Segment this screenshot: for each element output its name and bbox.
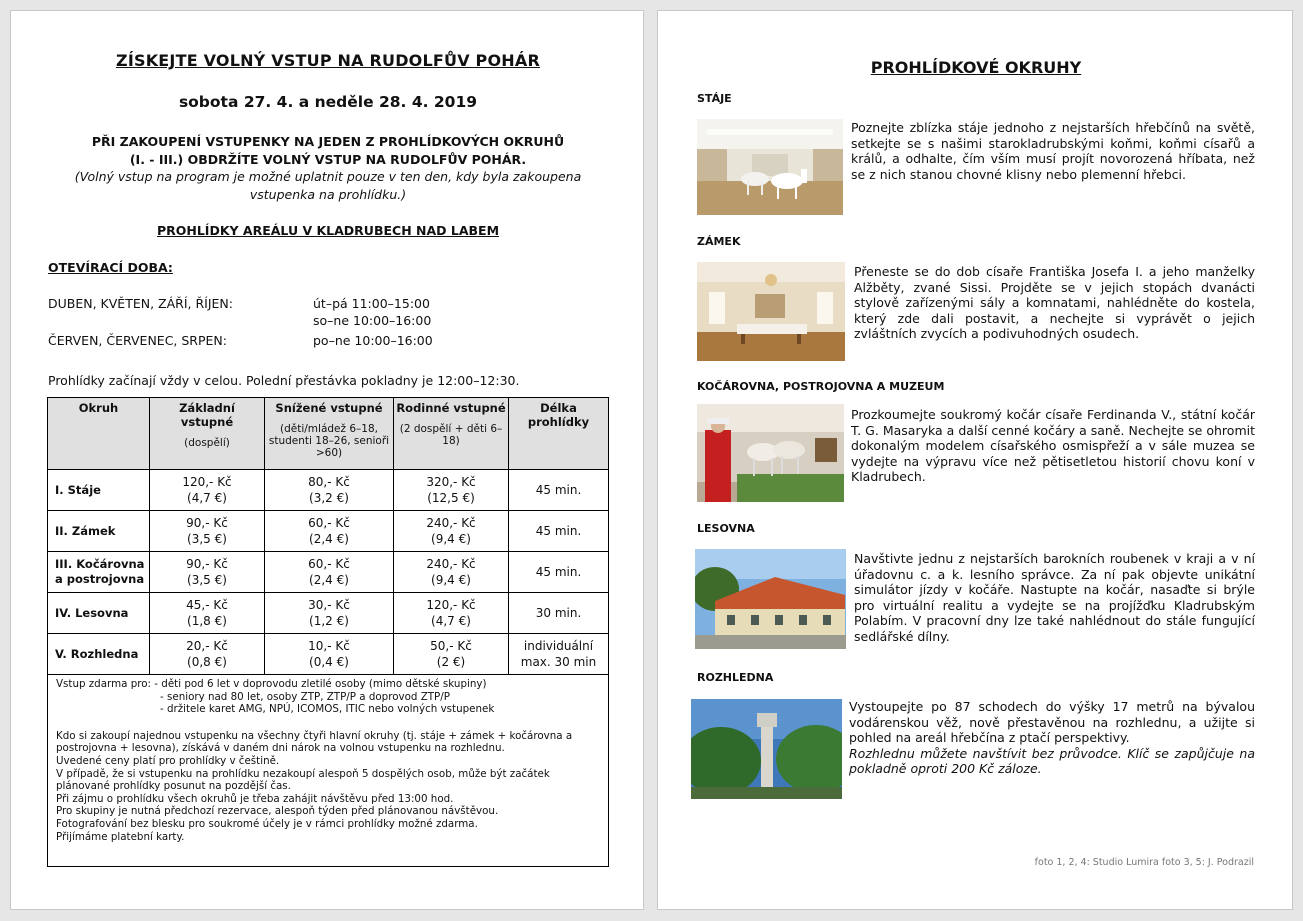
cell-family	[394, 552, 509, 593]
price-czk: 60,- Kč	[308, 516, 350, 530]
price-czk: 80,- Kč	[308, 475, 350, 489]
price-czk: 10,- Kč	[308, 639, 350, 653]
row-name: III. Kočárovna a postrojovna	[48, 552, 150, 593]
promo-line-1: PŘI ZAKOUPENÍ VSTUPENKY NA JEDEN Z PROHLÍDKOVÝCH OKRUHŮ	[91, 134, 565, 149]
duration-2: max. 30 min	[520, 655, 597, 669]
cell-reduced	[265, 470, 394, 511]
schedule-time-1a: út–pá 11:00–15:00	[313, 296, 430, 311]
price-eur: (9,4 €)	[431, 532, 471, 546]
section-heading-rozhledna: ROZHLEDNA	[697, 671, 774, 684]
price-eur: (4,7 €)	[431, 614, 471, 628]
right-page	[657, 10, 1293, 910]
price-czk: 90,- Kč	[186, 557, 228, 571]
schedule-months-2: ČERVEN, ČERVENEC, SRPEN:	[48, 333, 227, 348]
price-czk: 45,- Kč	[186, 598, 228, 612]
lodge-photo	[695, 549, 846, 649]
note-paragraph: Přijímáme platební karty.	[56, 830, 185, 843]
price-eur: (1,8 €)	[187, 614, 227, 628]
notes-cell	[48, 675, 609, 867]
header-label: Základní vstupné	[179, 401, 235, 429]
cell-family	[394, 634, 509, 675]
stable-photo	[697, 119, 843, 215]
notes-row	[48, 675, 609, 867]
price-eur: (3,5 €)	[187, 573, 227, 587]
row-name: IV. Lesovna	[48, 593, 150, 634]
cell-reduced	[265, 634, 394, 675]
price-eur: (12,5 €)	[427, 491, 475, 505]
note-paragraph: Při zájmu o prohlídku všech okruhů je třeba zahájit návštěvu před 13:00 hod.	[56, 792, 454, 805]
price-eur: (0,8 €)	[187, 655, 227, 669]
free-entry-label: Vstup zdarma pro:	[56, 678, 152, 690]
note-paragraph: Kdo si zakoupí najednou vstupenku na všechny čtyři hlavní okruhy (tj. stáje + zámek + kočárovna a postrojovna + lesovna), získává v daném dni nárok na volnou vstupenku na rozhlednu.	[56, 729, 573, 755]
table-row	[48, 552, 609, 593]
cell-reduced	[265, 552, 394, 593]
tours-heading: PROHLÍDKY AREÁLU V KLADRUBECH NAD LABEM	[156, 223, 500, 238]
cell-family	[394, 593, 509, 634]
cell-duration	[509, 634, 609, 675]
price-eur: (9,4 €)	[431, 573, 471, 587]
duration: 30 min.	[535, 606, 582, 620]
row-name: II. Zámek	[48, 511, 150, 552]
header-okruh	[48, 398, 150, 470]
header-label: Rodinné vstupné	[396, 401, 506, 415]
row-name: I. Stáje	[48, 470, 150, 511]
event-dates: sobota 27. 4. a neděle 28. 4. 2019	[178, 93, 478, 111]
price-czk: 240,- Kč	[426, 557, 476, 571]
section-text-staje: Poznejte zblízka stáje jednoho z nejstarších hřebčínů na světě, setkejte se s našimi starokladrubskými koňmi, koňmi císařů a králů, a odhalte, čím vším musí projít novorozená hříbata, než se z nich stanou chovné klisny nebo plemenní hřebci.	[851, 120, 1255, 182]
opening-hours-heading: OTEVÍRACÍ DOBA:	[48, 260, 173, 275]
header-basic	[150, 398, 265, 470]
note-paragraph: V případě, že si vstupenku na prohlídku nezakoupí alespoň 5 dospělých osob, může být začátek plánované prohlídky posunut na pozdější čas.	[56, 767, 550, 793]
rozhledna-note: Rozhlednu můžete navštívit bez průvodce. Klíč se zapůjčuje na pokladně oproti 200 Kč záloze.	[849, 745, 1255, 776]
cell-basic	[150, 511, 265, 552]
price-czk: 120,- Kč	[182, 475, 232, 489]
section-text-lesovna: Navštivte jednu z nejstarších barokních roubenek v kraji a v ní úřadovnu c. a k. lesního správce. Za ní pak objevte unikátní simulátor jízdy v kočáře. Nastupte na kočár, nasaďte si brýle pro virtuální realitu a vydejte se na projížďku Kladrubským Polabím. V pracovní dny lze také nahlédnout do stále fungující sedlářské dílny.	[854, 551, 1255, 644]
section-heading-staje: STÁJE	[697, 92, 732, 105]
promo-text	[11, 133, 645, 169]
cell-duration	[509, 470, 609, 511]
price-czk: 30,- Kč	[308, 598, 350, 612]
row-name: V. Rozhledna	[48, 634, 150, 675]
cell-family	[394, 470, 509, 511]
cell-basic	[150, 593, 265, 634]
price-czk: 20,- Kč	[186, 639, 228, 653]
start-info: Prohlídky začínají vždy v celou. Polední přestávka pokladny je 12:00–12:30.	[48, 373, 520, 388]
price-czk: 50,- Kč	[430, 639, 472, 653]
header-label: Snížené vstupné	[275, 401, 383, 415]
cell-duration	[509, 593, 609, 634]
price-czk: 90,- Kč	[186, 516, 228, 530]
free-entry-item: - děti pod 6 let v doprovodu zletilé osoby (mimo dětské skupiny)	[154, 678, 487, 690]
duration: 45 min.	[535, 524, 582, 538]
free-entry-item: - držitele karet AMG, NPÚ, ICOMOS, ITIC nebo volných vstupenek	[160, 703, 495, 716]
price-eur: (2,4 €)	[309, 532, 349, 546]
schedule-months-1: DUBEN, KVĚTEN, ZÁŘÍ, ŘÍJEN:	[48, 296, 233, 311]
cell-family	[394, 511, 509, 552]
header-label: Okruh	[78, 401, 119, 415]
table-row	[48, 634, 609, 675]
cell-duration	[509, 511, 609, 552]
table-row	[48, 511, 609, 552]
section-text-zamek: Přeneste se do dob císaře Františka Josefa I. a jeho manželky Alžběty, zvané Sissi. Projděte se v jejich stopách dvanácti stylově zařízenými sály a komnatami, nahlédněte do kostela, který zde dali postavit, a nechejte si vyprávět o jejich zvláštních zvycích a podivuhodných osudech.	[854, 264, 1255, 341]
photo-credits: foto 1, 2, 4: Studio Lumira foto 3, 5: J. Podrazil	[1034, 857, 1254, 868]
promo-note: (Volný vstup na program je možné uplatnit pouze v ten den, kdy byla zakoupena vstupenka na prohlídku.)	[74, 169, 582, 202]
header-label: Délka prohlídky	[527, 401, 590, 429]
cell-duration	[509, 552, 609, 593]
price-table	[47, 397, 609, 867]
duration: individuální	[523, 639, 594, 653]
table-row	[48, 593, 609, 634]
section-heading-zamek: ZÁMEK	[697, 235, 741, 248]
price-eur: (3,2 €)	[309, 491, 349, 505]
tower-photo	[691, 699, 842, 799]
page-title: ZÍSKEJTE VOLNÝ VSTUP NA RUDOLFŮV POHÁR	[116, 51, 540, 70]
left-page	[10, 10, 644, 910]
schedule-time-2a: po–ne 10:00–16:00	[313, 333, 433, 348]
cell-basic	[150, 470, 265, 511]
cell-basic	[150, 634, 265, 675]
cell-reduced	[265, 511, 394, 552]
price-czk: 60,- Kč	[308, 557, 350, 571]
note-paragraph: Fotografování bez blesku pro soukromé účely je v rámci prohlídky možné zdarma.	[56, 817, 478, 830]
note-paragraph: Uvedené ceny platí pro prohlídky v češtině.	[56, 754, 280, 767]
header-duration	[509, 398, 609, 470]
header-sub: (2 dospělí + děti 6–18)	[399, 423, 503, 447]
rozhledna-text: Vystoupejte po 87 schodech do výšky 17 metrů na bývalou vodárenskou věž, nově přestavěnou na rozhlednu, a užijte si pohled na areál hřebčína z ptačí perspektivy.	[849, 699, 1255, 745]
schedule-time-1b: so–ne 10:00–16:00	[313, 313, 432, 328]
free-entry-item: - seniory nad 80 let, osoby ZTP, ZTP/P a doprovod ZTP/P	[160, 690, 450, 703]
cell-reduced	[265, 593, 394, 634]
cell-basic	[150, 552, 265, 593]
section-heading-kocarovna: KOČÁROVNA, POSTROJOVNA A MUZEUM	[697, 380, 945, 393]
price-czk: 320,- Kč	[426, 475, 476, 489]
section-heading-lesovna: LESOVNA	[697, 522, 755, 535]
castle-hall-photo	[697, 262, 845, 361]
section-text-kocarovna: Prozkoumejte soukromý kočár císaře Ferdinanda V., státní kočár T. G. Masaryka a další cenné kočáry a saně. Nechejte se ohromit dokonalým modelem císařského osmispřeží a v sále muzea se vydejte na výpravu více než pětisetletou historií chovu koní v Kladrubech.	[851, 407, 1255, 484]
header-sub: (děti/mládež 6–18, studenti 18–26, senioři >60)	[268, 423, 390, 459]
header-sub: (dospělí)	[184, 437, 230, 449]
price-eur: (2,4 €)	[309, 573, 349, 587]
header-family	[394, 398, 509, 470]
price-czk: 120,- Kč	[426, 598, 476, 612]
free-entry-line-1	[56, 678, 606, 691]
price-eur: (4,7 €)	[187, 491, 227, 505]
header-reduced	[265, 398, 394, 470]
price-eur: (0,4 €)	[309, 655, 349, 669]
duration: 45 min.	[535, 565, 582, 579]
table-header-row	[48, 398, 609, 470]
price-czk: 240,- Kč	[426, 516, 476, 530]
price-eur: (3,5 €)	[187, 532, 227, 546]
section-text-rozhledna	[849, 699, 1255, 777]
note-paragraph: Pro skupiny je nutná předchozí rezervace, alespoň týden před plánovanou návštěvou.	[56, 805, 499, 818]
tours-page-title: PROHLÍDKOVÉ OKRUHY	[870, 58, 1082, 77]
price-eur: (2 €)	[436, 655, 466, 669]
table-row	[48, 470, 609, 511]
price-eur: (1,2 €)	[309, 614, 349, 628]
promo-line-2: (I. - III.) OBDRŽÍTE VOLNÝ VSTUP NA RUDOLFŮV POHÁR.	[129, 152, 527, 167]
carriage-museum-photo	[697, 404, 844, 502]
duration: 45 min.	[535, 483, 582, 497]
